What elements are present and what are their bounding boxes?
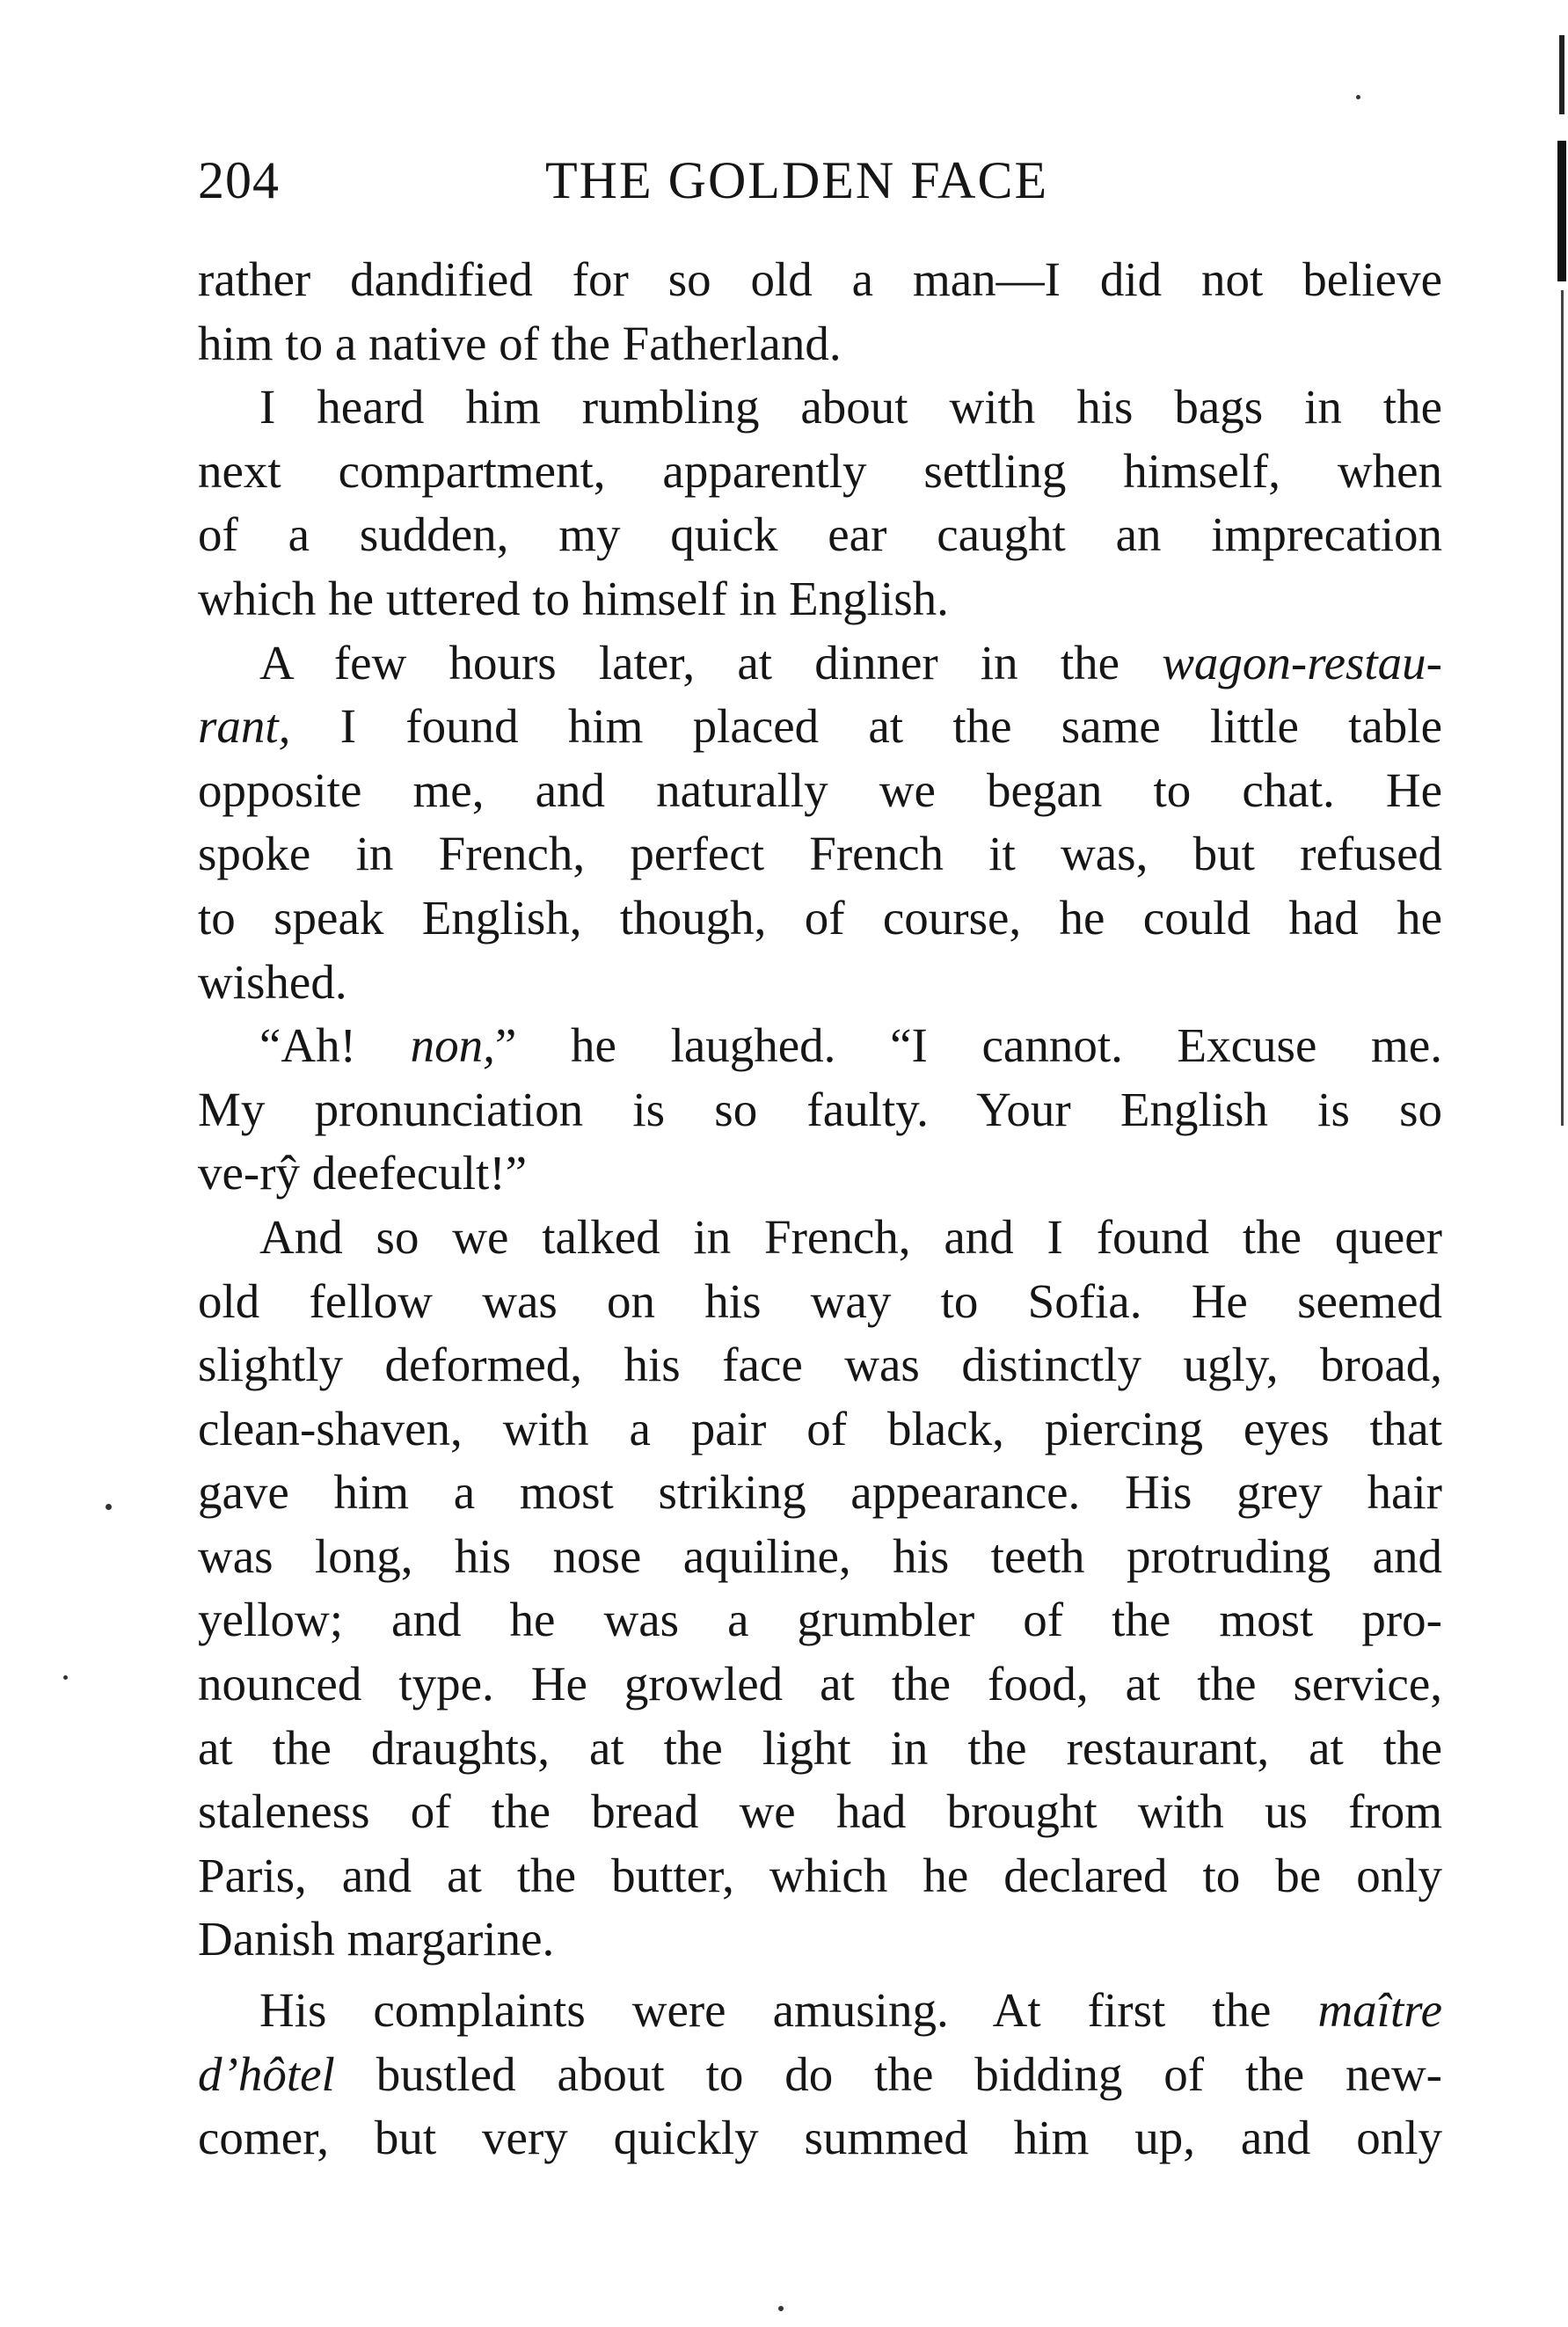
text-line: yellow; and he was a grumbler of the most pro-: [198, 1593, 1442, 1647]
running-title: THE GOLDEN FACE: [545, 151, 1049, 209]
page-number: 204: [198, 151, 280, 209]
text-run: “Ah!: [259, 1018, 411, 1073]
text-line: spoke in French, perfect French it was, but refused: [198, 827, 1442, 881]
text-run: His complaints were amusing. At first the: [259, 1983, 1318, 2038]
text-line: nounced type. He growled at the food, at the service,: [198, 1657, 1442, 1711]
text-line: comer, but very quickly summed him up, and only: [198, 2111, 1442, 2165]
text-line: slightly deformed, his face was distinctly ugly, broad,: [198, 1338, 1442, 1392]
paragraph-start-line: And so we talked in French, and I found the queer: [259, 1209, 1442, 1264]
text-line: was long, his nose aquiline, his teeth protruding and: [198, 1528, 1442, 1583]
paragraph-start-line: [198, 631, 1442, 696]
scan-speck: [778, 2306, 784, 2311]
text-line: Danish margarine.: [198, 1912, 555, 1966]
text-line: of a sudden, my quick ear caught an imprecation: [198, 507, 1442, 562]
text-line: wished.: [198, 954, 347, 1009]
italic-text: maître: [1317, 1983, 1442, 2038]
text-line: to speak English, though, of course, he could had he: [198, 890, 1442, 945]
text-line: staleness of the bread we had brought with us from: [198, 1784, 1442, 1839]
text-line: rather dandified for so old a man—I did not believe: [198, 252, 1442, 306]
text-line: [198, 695, 1442, 759]
text-run: A few hours later, at dinner in the: [259, 635, 1163, 689]
text-run: bustled about to do the bidding of the new-: [334, 2046, 1442, 2101]
text-line: My pronunciation is so faulty. Your English is so: [198, 1082, 1442, 1136]
text-line: old fellow was on his way to Sofia. He seemed: [198, 1273, 1442, 1328]
text-line: at the draughts, at the light in the restaurant, at the: [198, 1720, 1442, 1775]
text-line: clean-shaven, with a pair of black, piercing eyes that: [198, 1401, 1442, 1455]
italic-text: rant,: [198, 699, 291, 754]
text-line: gave him a most striking appearance. His grey hair: [198, 1465, 1442, 1520]
italic-text: non,: [410, 1018, 495, 1073]
text-line: [198, 2043, 1442, 2107]
text-line: him to a native of the Fatherland.: [198, 316, 842, 370]
paragraph-start-line: [198, 1014, 1442, 1078]
text-line: next compartment, apparently settling himself, when: [198, 443, 1442, 498]
body-text: [198, 248, 1442, 2170]
page-header: [198, 145, 1442, 215]
scan-speck: [1356, 95, 1360, 99]
scan-speck: [63, 1675, 68, 1680]
italic-text: wagon-restau-: [1162, 635, 1442, 689]
text-line: Paris, and at the butter, which he declared to be only: [198, 1848, 1442, 1902]
text-line: ve-rŷ deefecult!”: [198, 1146, 528, 1200]
text-line: which he uttered to himself in English.: [198, 571, 949, 625]
binding-shadow: [1557, 141, 1566, 281]
text-run: I found him placed at the same little table: [290, 699, 1442, 754]
paragraph-start-line: [198, 1979, 1442, 2043]
italic-text: d’hôtel: [198, 2046, 335, 2101]
scan-binding-edge: [1554, 0, 1568, 1143]
scan-speck: [106, 1504, 112, 1510]
binding-shadow: [1561, 290, 1564, 1126]
text-line: opposite me, and naturally we began to chat. He: [198, 762, 1442, 817]
binding-shadow: [1559, 35, 1564, 114]
text-run: ” he laughed. “I cannot. Excuse me.: [494, 1018, 1442, 1073]
paragraph-start-line: I heard him rumbling about with his bags in the: [259, 380, 1442, 434]
